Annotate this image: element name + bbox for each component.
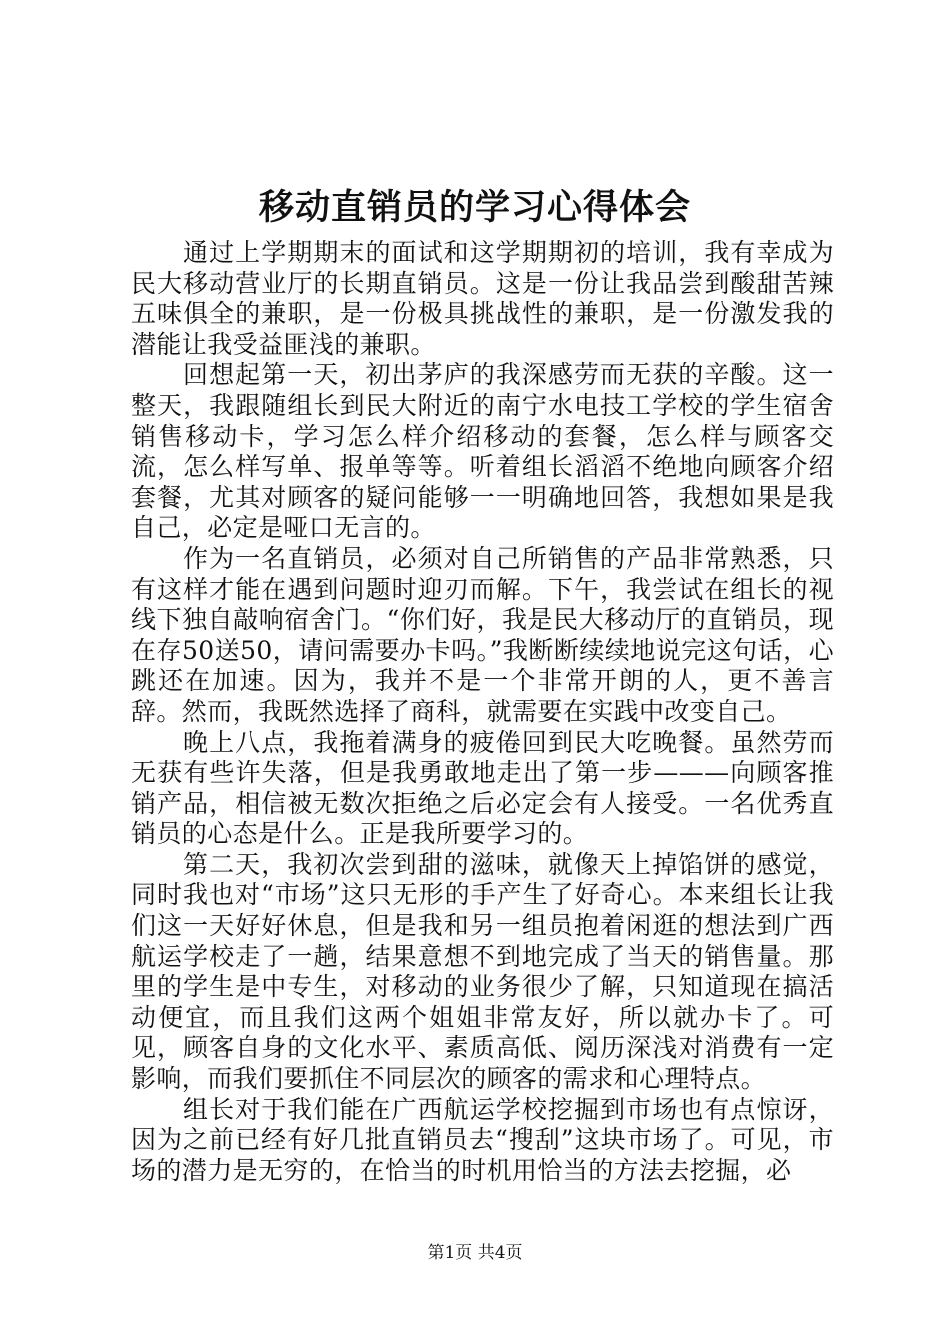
- paragraph-5: 第二天，我初次尝到甜的滋味，就像天上掉馅饼的感觉，同时我也对“市场”这只无形的手产生了好奇心。本来组长让我们这一天好好休息，但是我和另一组员抱着闲逛的想法到广西航运学校走了一趟，结果意想不到地完成了当天的销售量。那里的学生是中专生，对移动的业务很少了解，只知道现在搞活动便宜，而且我们这两个姐姐非常友好，所以就办卡了。可见，顾客自身的文化水平、素质高低、阅历深浅对消费有一定影响，而我们要抓住不同层次的顾客的需求和心理特点。: [131, 849, 834, 1094]
- paragraph-3: 作为一名直销员，必须对自己所销售的产品非常熟悉，只有这样才能在遇到问题时迎刃而解。下午，我尝试在组长的视线下独自敲响宿舍门。“你们好，我是民大移动厅的直销员，现在存50送50，请问需要办卡吗。”我断断续续地说完这句话，心跳还在加速。因为，我并不是一个非常开朗的人，更不善言辞。然而，我既然选择了商科，就需要在实践中改变自己。: [131, 543, 834, 726]
- document-body: [131, 238, 834, 1186]
- paragraph-2: 回想起第一天，初出茅庐的我深感劳而无获的辛酸。这一整天，我跟随组长到民大附近的南宁水电技工学校的学生宿舍销售移动卡，学习怎么样介绍移动的套餐，怎么样与顾客交流，怎么样写单、报单等等。听着组长滔滔不绝地向顾客介绍套餐，尤其对顾客的疑问能够一一明确地回答，我想如果是我自己，必定是哑口无言的。: [131, 360, 834, 543]
- document-title: 移动直销员的学习心得体会: [258, 187, 691, 228]
- paragraph-1: 通过上学期期末的面试和这学期期初的培训，我有幸成为民大移动营业厅的长期直销员。这是一份让我品尝到酸甜苦辣五味俱全的兼职，是一份极具挑战性的兼职，是一份激发我的潜能让我受益匪浅的兼职。: [131, 238, 834, 359]
- page-number-footer: 第1页 共4页: [427, 1243, 523, 1263]
- paragraph-6: 组长对于我们能在广西航运学校挖掘到市场也有点惊讶，因为之前已经有好几批直销员去“搜刮”这块市场了。可见，市场的潜力是无穷的，在恰当的时机用恰当的方法去挖掘，必: [131, 1094, 834, 1185]
- paragraph-4: 晚上八点，我拖着满身的疲倦回到民大吃晚餐。虽然劳而无获有些许失落，但是我勇敢地走出了第一步———向顾客推销产品，相信被无数次拒绝之后必定会有人接受。一名优秀直销员的心态是什么。正是我所要学习的。: [131, 727, 834, 849]
